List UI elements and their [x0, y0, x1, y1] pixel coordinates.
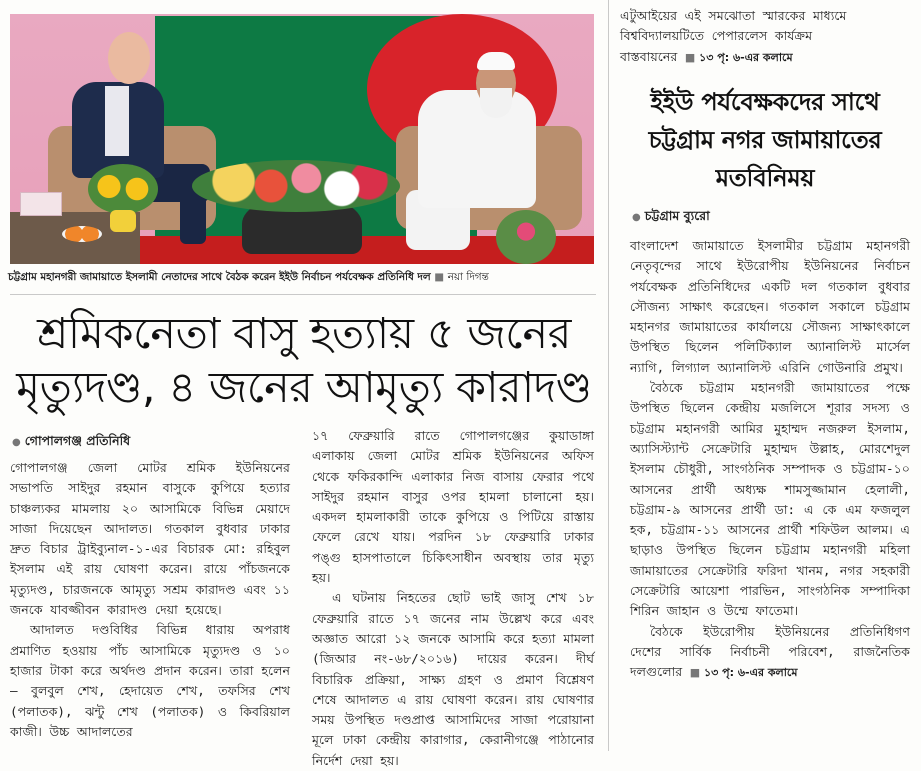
leader-cap	[477, 52, 515, 70]
article-column-2	[312, 426, 594, 771]
paragraph: বাংলাদেশ জামায়াতে ইসলামীর চট্টগ্রাম মহানগরী নেতৃবৃন্দের সাথে ইউরোপীয় ইউনিয়নের নির্বাচন পর্যবেক্ষক প্রতিনিধিদের একটি দল গতকাল বুধবার সৌজন্য সাক্ষাৎ করেছেন। গতকাল সকালে চট্টগ্রাম মহানগর জামায়াতের কার্যালয়ে সৌজন্য সাক্ষাৎকালে উপস্থিত ছিলেন পলিটিক্যাল অ্যানালিস্ট মার্সেল ন্যাগি, লিগ্যাল অ্যানালিস্ট এরিনি গোউনারি প্রমুখ।	[630, 238, 910, 375]
observer-head	[108, 32, 150, 84]
yellow-vase	[110, 210, 136, 232]
flower-bouquet	[192, 160, 400, 212]
left-dateline	[12, 433, 130, 453]
headline-line-2: মৃত্যুদণ্ড, ৪ জনের আমৃত্যু কারাদণ্ড	[16, 363, 592, 413]
continued-text: ১৩ পৃ: ৬-এর কলামে	[699, 50, 793, 64]
paragraph: এ ঘটনায় নিহতের ছোট ভাই জাসু শেখ ১৮ ফেব্রুয়ারি রাতে ১৭ জনের নাম উল্লেখ করে এবং অজ্ঞাত আরো ১২ জনকে আসামি করে হত্যা মামলা (জিআর নং-৬৮/২০১৬) দায়ের করেন। দীর্ঘ বিচারিক প্রক্রিয়া, সাক্ষ্য গ্রহণ ও প্রমাণ বিশ্লেষণ শেষে আদালত এ রায় ঘোষণা করেন। রায় ঘোষণার সময় উপস্থিত দণ্ডপ্রাপ্ত আসামিদের সাজা পরোয়ানা মূলে ঢাকা কেন্দ্রীয় কারাগার, কেরানীগঞ্জে পাঠানোর নির্দেশ দেয়া হয়।	[312, 590, 594, 768]
news-photo	[10, 14, 594, 264]
photo-credit: নয়া দিগন্ত	[447, 271, 489, 283]
paragraph-text: বৈঠকে ইউরোপীয় ইউনিয়নের প্রতিনিধিগণ দেশের সার্বিক নির্বাচনী পরিবেশ, রাজনৈতিক দলগুলোর	[630, 623, 910, 680]
previous-article-fragment	[620, 0, 910, 68]
continued-marker	[685, 51, 793, 64]
right-headline	[618, 83, 912, 197]
tissue-box	[20, 192, 62, 216]
square-bullet-icon: ■	[684, 50, 696, 64]
fragment-line: বিশ্ববিদ্যালয়টিতে পেপারলেস কার্যক্রম	[620, 28, 813, 44]
pink-flower-pot	[496, 210, 556, 264]
sunflower-bouquet	[88, 164, 158, 214]
continued-text: ১৩ পৃ: ৬-এর কলামে	[704, 666, 798, 680]
right-dateline	[632, 208, 710, 228]
dateline-text: গোপালগঞ্জ প্রতিনিধি	[24, 433, 131, 448]
continued-marker	[690, 666, 798, 679]
right-headline-line-2: চট্টগ্রাম নগর জামায়াতের	[648, 126, 882, 154]
right-headline-line-1: ইইউ পর্যবেক্ষকদের সাথে	[650, 88, 880, 116]
paragraph: ১৭ ফেব্রুয়ারি রাতে গোপালগঞ্জের কুয়াডাঙ্গা এলাকায় জেলা মোটর শ্রমিক ইউনিয়নের অফিস থেকে ফকিরকান্দি এলাকার নিজ বাসায় ফেরার পথে সাইদুর রহমান বাসুর ওপর হামলা চালানো হয়। একদল হামলাকারী তাকে কুপিয়ে ও পিটিয়ে রাস্তায় ফেলে রেখে যায়। পরদিন ১৮ ফেব্রুয়ারি ঢাকার পঙ্গু হাসপাতালে চিকিৎসাধীন অবস্থায় তার মৃত্যু হয়।	[312, 428, 594, 586]
caption-text: চট্টগ্রাম মহানগরী জামায়াতে ইসলামী নেতাদের সাথে বৈঠক করেন ইইউ নির্বাচন পর্যবেক্ষক প্রতিনিধি দল	[8, 271, 431, 283]
column-rule-vertical	[608, 0, 609, 751]
bullet-icon: ●	[12, 437, 21, 448]
right-article-column	[630, 236, 910, 684]
paragraph: গোপালগঞ্জ জেলা মোটর শ্রমিক ইউনিয়নের সভাপতি সাইদুর রহমান বাসুকে কুপিয়ে হত্যার চাঞ্চল্যকর মামলায় ২০ আসামিকে বিভিন্ন মেয়াদে সাজা দিয়েছেন আদালত। গতকাল বুধবার ঢাকার দ্রুত বিচার ট্রাইব্যুনাল-১-এর বিচারক মো: রহিবুল ইসলাম এই রায় ঘোষণা করেন। রায়ে পাঁচজনকে মৃত্যুদণ্ড, চারজনকে আমৃত্যু সশ্রম কারাদণ্ড এবং ১১ জনকে যাবজ্জীবন কারাদণ্ড দেয়া হয়েছে।	[10, 460, 290, 618]
fragment-text: বাস্তবায়নের	[620, 48, 678, 64]
photo-caption	[8, 270, 598, 287]
fragment-line	[620, 47, 910, 68]
paragraph: বৈঠকে চট্টগ্রাম মহানগরী জামায়াতের পক্ষে উপস্থিত ছিলেন কেন্দ্রীয় মজলিসে শূরার সদস্য ও চট্টগ্রাম মহানগরী আমির মুহাম্মদ নজরুল ইসলাম, অ্যাসিস্ট্যান্ট সেক্রেটারি মুহাম্মদ উল্লাহ, মোরশেদুল ইসলাম চৌধুরী, সাংগঠনিক সম্পাদক ও চট্টগ্রাম-১০ আসনের প্রার্থী অধ্যক্ষ শামসুজ্জামান হেলালী, চট্টগ্রাম-৯ আসনের প্রার্থী ডা: এ কে এম ফজলুল হক, চট্টগ্রাম-১১ আসনের প্রার্থী শফিউল আলম। এ ছাড়াও উপস্থিত ছিলেন চট্টগ্রাম মহানগরী মহিলা জামায়াতের সেক্রেটারি ফরিদা খানম, নগর সহকারী সেক্রেটারি আয়েশা পারভিন, সাংগঠনিক সম্পাদিকা শিরিন জাহান ও উম্মে ফাতেমা।	[630, 380, 910, 619]
right-headline-line-3: মতবিনিময়	[715, 164, 815, 192]
column-rule-horizontal	[10, 294, 596, 295]
article-column-1	[10, 458, 290, 742]
dateline-text: চট্টগ্রাম ব্যুরো	[644, 208, 710, 223]
fragment-line: এটুআইয়ের এই সমঝোতা স্মারকের মাধ্যমে	[620, 8, 847, 23]
leader-figure	[418, 90, 536, 208]
main-headline	[8, 307, 600, 415]
paragraph	[630, 622, 910, 684]
paragraph: আদালত দণ্ডবিধির বিভিন্ন ধারায় অপরাধ প্রমাণিত হওয়ায় পাঁচ আসামিকে মৃত্যুদণ্ড ও ১০ হাজার টাকা করে অর্থদণ্ড প্রদান করেন। তারা হলেন— বুলবুল শেখ, হেদায়েত শেখ, তফসির শেখ (পলাতক), ঝন্টু শেখ (পলাতক) ও কিবরিয়াল কাজী। উচ্চ আদালতের	[10, 622, 290, 739]
square-bullet-icon: ■	[434, 271, 445, 283]
bullet-icon: ●	[632, 212, 641, 223]
square-bullet-icon: ■	[689, 666, 701, 680]
fruit-plate	[62, 226, 102, 242]
headline-line-1: শ্রমিকনেতা বাসু হত্যায় ৫ জনের	[37, 309, 571, 359]
observer-shirt	[105, 86, 129, 156]
